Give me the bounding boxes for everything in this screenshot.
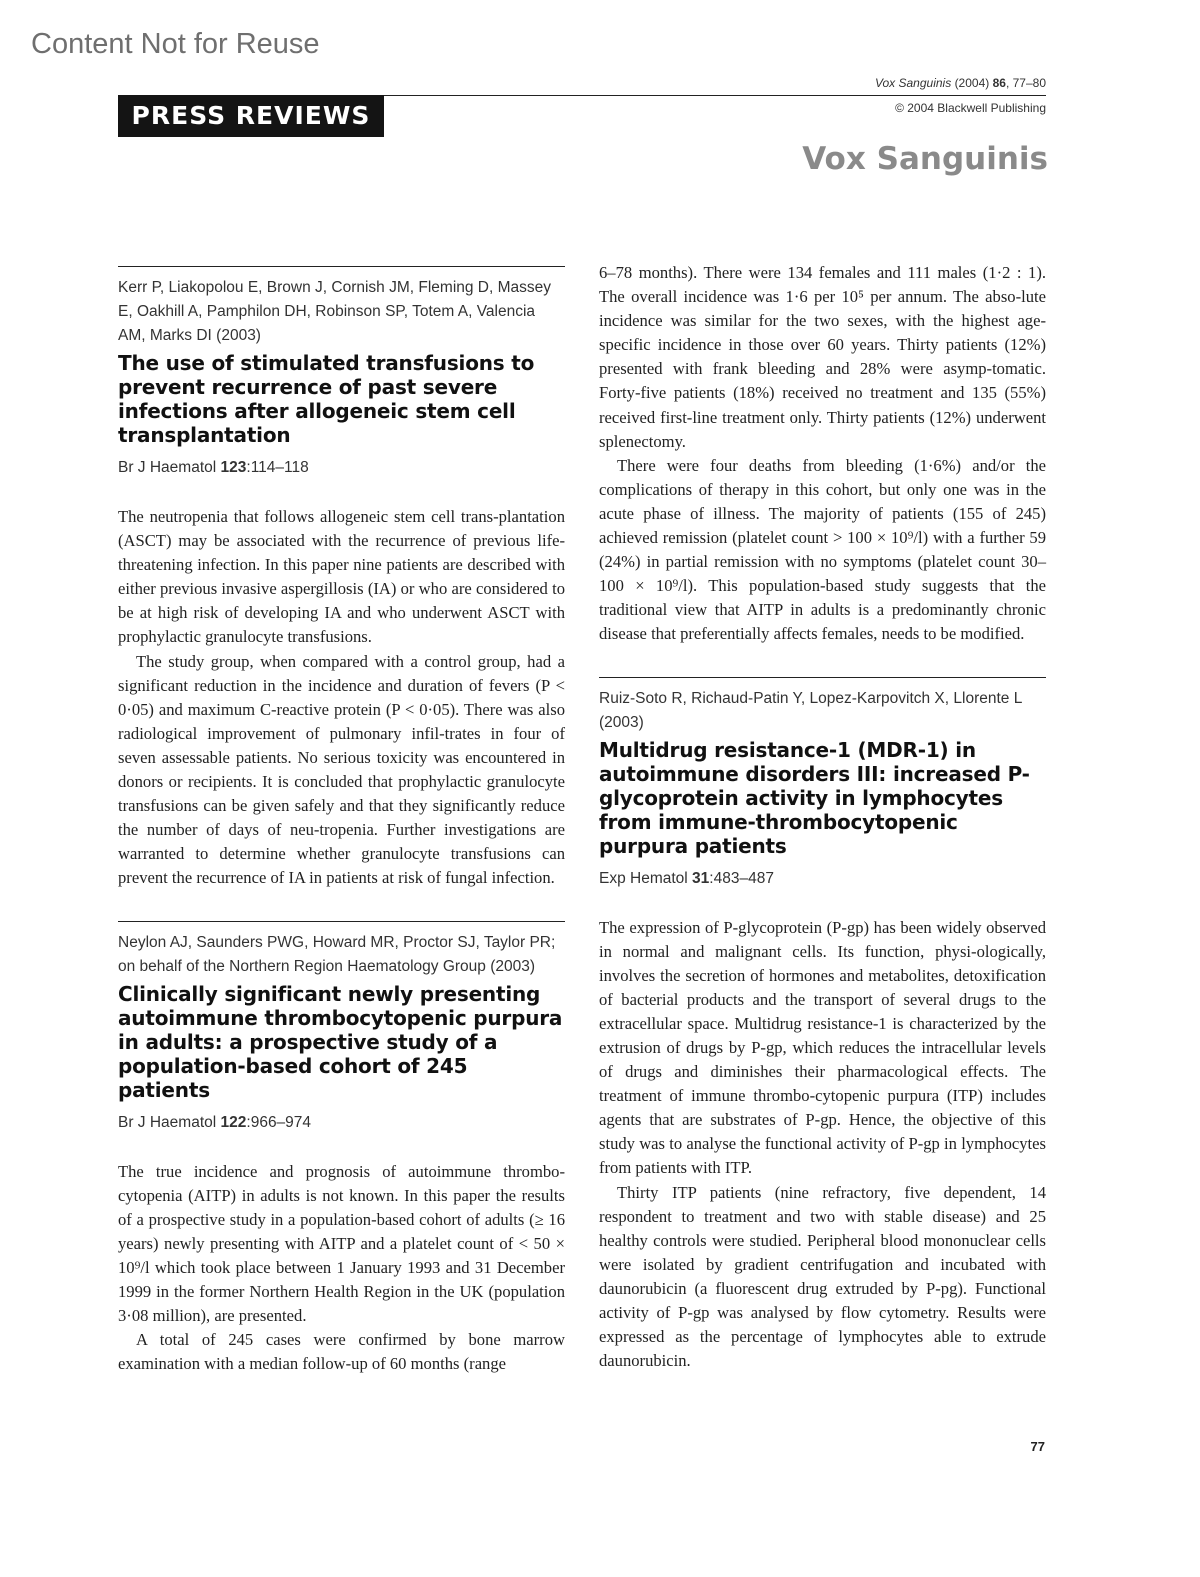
article-neylon xyxy=(118,921,565,1377)
reference-journal: Exp Hematol xyxy=(599,869,693,887)
citation-volume: 86 xyxy=(992,76,1006,90)
journal-name: Vox Sanguinis xyxy=(802,141,1048,177)
citation-pages: , 77–80 xyxy=(1005,76,1046,90)
article-body xyxy=(118,505,565,891)
journal-citation xyxy=(875,76,1046,90)
article-reference xyxy=(599,870,1046,888)
reference-pages: :966–974 xyxy=(246,1113,312,1131)
article-authors: Kerr P, Liakopolou E, Brown J, Cornish JM, Fleming D, Massey E, Oakhill A, Pamphilon DH, Robinson SP, Totem A, Valencia AM, Marks DI (2003) xyxy=(118,279,552,344)
article-body xyxy=(599,916,1046,1374)
abstract-paragraph: The neutropenia that follows allogeneic stem cell trans-plantation (ASCT) may be associated with the recurrence of previous life-threatening infection. In this paper nine patients are described with either previous invasive aspergillosis (IA) or who are considered to be at high risk of developing IA and who underwent ASCT with prophylactic granulocyte transfusions. xyxy=(118,507,565,647)
abstract-paragraph: 6–78 months). There were 134 females and 111 males (1·2 : 1). The overall incidence was 1·6 per 10⁵ per annum. The abso-lute incidence was similar for the two sexes, with the highest age-specific incidence in those over 60 years. Thirty patients (12%) presented with frank bleeding and 28% were asymp-tomatic. Forty-five patients (18%) received no treatment and 135 (55%) received first-line treatment only. Thirty patients (12%) underwent splenectomy. xyxy=(599,263,1046,451)
left-column xyxy=(118,266,565,1376)
abstract-paragraph: A total of 245 cases were confirmed by bone marrow examination with a median follow-up of 60 months (range xyxy=(118,1330,565,1374)
article-title: The use of stimulated transfusions to prevent recurrence of past severe infections after allogeneic stem cell transplantation xyxy=(118,351,535,447)
abstract-paragraph: There were four deaths from bleeding (1·6%) and/or the complications of therapy in this cohort, but only one was in the acute phase of illness. The majority of patients (155 of 245) achieved remission (platelet count > 100 × 10⁹/l) with a further 59 (24%) in partial remission with no symptoms (platelet count 30–100 × 10⁹/l). This population-based study suggests that the traditional view that AITP in adults is a predominantly chronic disease that preferentially affects females, needs to be modified. xyxy=(599,455,1046,644)
reference-journal: Br J Haematol xyxy=(118,459,221,476)
reference-pages: :483–487 xyxy=(709,869,774,887)
article-reference xyxy=(118,459,565,477)
reference-volume: 123 xyxy=(220,459,247,476)
article-body-continued xyxy=(599,261,1046,647)
article-kerr xyxy=(118,266,565,891)
article-authors: Neylon AJ, Saunders PWG, Howard MR, Proctor SJ, Taylor PR; on behalf of the Northern Region Haematology Group (2003) xyxy=(118,933,556,975)
article-title: Clinically significant newly presenting autoimmune thrombocytopenic purpura in adults: a prospective study of a population-based cohort of 245 patients xyxy=(118,981,563,1102)
copyright-notice: © 2004 Blackwell Publishing xyxy=(895,101,1046,115)
watermark-text: Content Not for Reuse xyxy=(31,28,320,60)
article-authors: Ruiz-Soto R, Richaud-Patin Y, Lopez-Karpovitch X, Llorente L (2003) xyxy=(599,689,1022,731)
section-banner: PRESS REVIEWS xyxy=(118,95,384,137)
reference-volume: 122 xyxy=(220,1113,247,1131)
abstract-paragraph: The true incidence and prognosis of autoimmune thrombo-cytopenia (AITP) in adults is not known. In this paper the results of a prospective study in a population-based cohort of adults (≥ 16 years) newly presenting with AITP and a platelet count of < 50 × 10⁹/l which took place between 1 January 1993 and 31 December 1999 in the former Northern Health Region in the UK (population 3·08 million), are presented. xyxy=(118,1161,565,1326)
abstract-paragraph: The expression of P-glycoprotein (P-gp) has been widely observed in normal and malignant cells. Its function, physi-ologically, involves the secretion of hormones and metabolites, detoxification of bacterial products and the transport of several drugs to the extracellular space. Multidrug resistance-1 is characterized by the extrusion of drugs by P-gp, which reduces the intracellular levels of drugs and diminishes their pharmacological effects. The treatment of immune thrombo-cytopenic purpura (ITP) includes agents that are substrates of P-gp. Hence, the objective of this study was to analyse the functional activity of P-gp in lymphocytes from patients with ITP. xyxy=(599,917,1046,1178)
article-reference xyxy=(118,1114,565,1132)
citation-journal: Vox Sanguinis xyxy=(874,76,952,90)
abstract-paragraph: The study group, when compared with a control group, had a significant reduction in the incidence and duration of fevers (P < 0·05) and maximum C-reactive protein (P < 0·05). There was also radiological improvement of pulmonary infil-trates in four of seven assessable patients. No serious toxicity was encountered in donors or recipients. It is concluded that prophylactic granulocyte transfusions can be given safely and that they significantly reduce the number of days of neu-tropenia. Further investigations are warranted to determine whether granulocyte transfusions can prevent the recurrence of IA in patients at risk of fungal infection. xyxy=(118,651,565,888)
article-ruiz-soto xyxy=(599,677,1046,1374)
reference-journal: Br J Haematol xyxy=(118,1113,221,1131)
reference-volume: 31 xyxy=(692,869,710,887)
right-column xyxy=(599,261,1046,1373)
citation-year: (2004) xyxy=(954,76,990,90)
article-body xyxy=(118,1160,565,1377)
abstract-paragraph: Thirty ITP patients (nine refractory, five dependent, 14 respondent to treatment and two with stable disease) and 25 healthy controls were studied. Peripheral blood mononuclear cells were isolated by gradient centrifugation and incubated with daunorubicin (a fluorescent drug extruded by P-pg). Functional activity of P-gp was analysed by flow cytometry. Results were expressed as the percentage of lymphocytes able to extrude daunorubicin. xyxy=(599,1182,1046,1371)
reference-pages: :114–118 xyxy=(246,459,309,476)
article-title: Multidrug resistance-1 (MDR-1) in autoimmune disorders III: increased P-glycoprotein activity in lymphocytes from immune-thrombocytopenic purpura patients xyxy=(599,737,1030,858)
page-number: 77 xyxy=(1030,1439,1045,1454)
